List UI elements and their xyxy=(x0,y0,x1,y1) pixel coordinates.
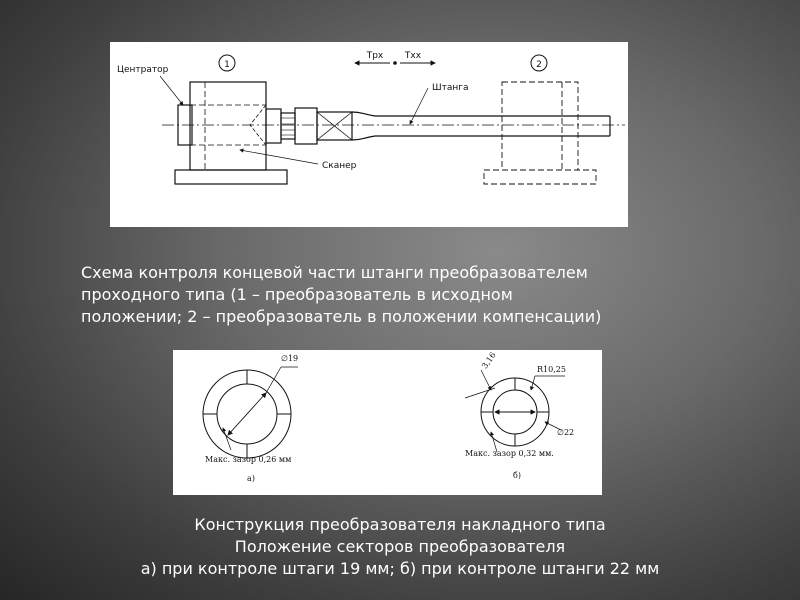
scanner-label: Сканер xyxy=(322,161,357,171)
upset-taper-top xyxy=(352,112,375,116)
transducer-sectors-figure xyxy=(173,350,602,495)
ring-b-sublabel: б) xyxy=(513,471,521,480)
centrator-leader xyxy=(160,76,183,105)
transducer-2-body xyxy=(502,82,578,170)
scheme-caption xyxy=(81,262,781,328)
ring-b-thickness-label: 3,16 xyxy=(480,350,498,371)
scheme-caption-line: проходного типа (1 – преобразователь в исходном xyxy=(81,285,513,304)
base-plate-2 xyxy=(484,170,596,184)
t-left-label: Tрх xyxy=(366,51,384,61)
rod-end-inspection-scheme xyxy=(110,42,628,227)
scanner-leader xyxy=(240,150,318,164)
ring-a-diameter-dim xyxy=(228,393,266,435)
ring-a-gap-label: Макс. зазор 0,26 мм xyxy=(205,455,292,464)
ring-b-thickness-arrow xyxy=(481,370,491,390)
ring-a-dim-leader xyxy=(266,367,281,393)
ring-a xyxy=(203,354,298,483)
rod-shoulder xyxy=(295,108,317,144)
upset-taper-bottom xyxy=(352,136,375,140)
sectors-caption-line: Конструкция преобразователя накладного типа xyxy=(194,515,606,534)
position-2-label: 2 xyxy=(536,60,542,70)
ring-b-radius-leader xyxy=(531,376,535,390)
ring-b-thickness-ext xyxy=(465,388,495,398)
scheme-caption-line: положении; 2 – преобразователь в положении компенсации) xyxy=(81,307,602,326)
scheme-caption-line: Схема контроля концевой части штанги преобразователем xyxy=(81,263,588,282)
ring-b-radius-label: R10,25 xyxy=(537,365,566,374)
ring-b-gap-label: Макс. зазор 0,32 мм. xyxy=(465,449,554,458)
ring-a-sublabel: а) xyxy=(247,474,255,483)
position-1-label: 1 xyxy=(224,60,230,70)
rod-label: Штанга xyxy=(432,83,469,93)
t-origin-dot xyxy=(393,61,397,65)
rings-drawing xyxy=(173,350,602,495)
sectors-caption xyxy=(40,514,760,580)
sectors-caption-line: Положение секторов преобразователя xyxy=(234,537,566,556)
rod-leader xyxy=(410,88,428,124)
t-right-label: Tхх xyxy=(404,51,422,61)
centrator-label: Центратор xyxy=(117,65,169,75)
transducer-1-body xyxy=(190,82,266,170)
scheme-drawing xyxy=(110,42,628,227)
ring-a-diameter-label: ∅19 xyxy=(281,354,299,363)
ring-b-diameter-label: ∅22 xyxy=(557,428,575,437)
ring-b xyxy=(465,351,574,480)
coupling xyxy=(266,109,281,143)
sectors-caption-line: а) при контроле штаги 19 мм; б) при контроле штанги 22 мм xyxy=(140,559,660,578)
base-plate xyxy=(175,170,287,184)
